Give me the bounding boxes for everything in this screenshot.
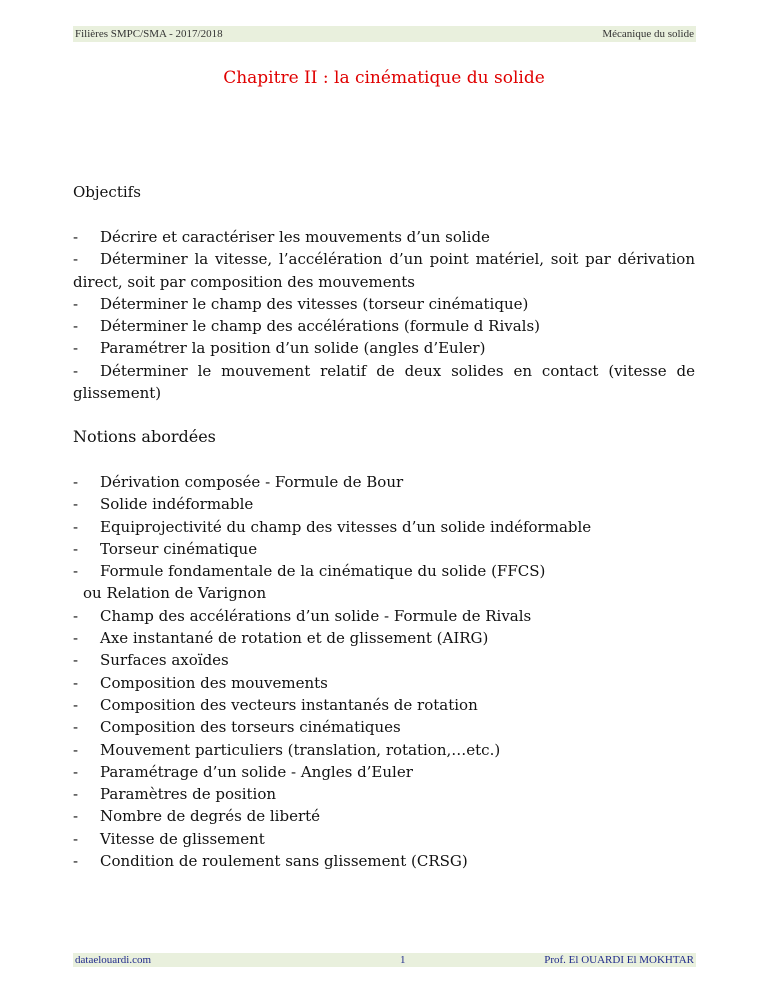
list-item: - Déterminer la vitesse, l’accélération d’un point matériel, soit par dérivation <box>73 250 695 269</box>
list-item: - Composition des vecteurs instantanés de rotation <box>73 695 478 714</box>
header-subject: Mécanique du solide <box>602 28 694 40</box>
page-header <box>73 26 696 42</box>
list-item: - Champ des accélérations d’un solide - Formule de Rivals <box>73 606 532 625</box>
list-item: - Composition des mouvements <box>73 673 328 692</box>
list-item: - Dérivation composée - Formule de Bour <box>73 473 404 491</box>
list-item: - Déterminer le champ des vitesses (torseur cinématique) <box>73 294 529 313</box>
chapter-title: Chapitre II : la cinématique du solide <box>223 68 545 88</box>
footer-website: dataelouardi.com <box>75 954 152 966</box>
list-item: - Déterminer le champ des accélérations (formule d Rivals) <box>73 317 541 336</box>
list-item: - Composition des torseurs cinématiques <box>73 718 401 737</box>
notions-list <box>73 471 695 872</box>
list-item: - Surfaces axoïdes <box>73 651 229 670</box>
list-item-continuation: glissement) <box>73 384 162 403</box>
list-item: - Solide indéformable <box>73 495 254 514</box>
list-item: - Paramètres de position <box>73 785 277 804</box>
notions-title: Notions abordées <box>73 427 216 446</box>
list-item: - Nombre de degrés de liberté <box>73 807 321 826</box>
list-item: - Paramétrer la position d’un solide (angles d’Euler) <box>73 339 486 358</box>
list-item: - Vitesse de glissement <box>73 829 265 848</box>
list-item: - Axe instantané de rotation et de glissement (AIRG) <box>73 629 489 648</box>
header-course: Filières SMPC/SMA - 2017/2018 <box>75 28 223 40</box>
list-item: - Torseur cinématique <box>73 539 258 558</box>
page-number: 1 <box>400 954 406 966</box>
page-footer <box>73 953 696 967</box>
list-item: - Formule fondamentale de la cinématique du solide (FFCS) <box>73 562 546 581</box>
list-item-continuation: ou Relation de Varignon <box>83 584 267 603</box>
list-item: - Mouvement particuliers (translation, rotation,…etc.) <box>73 740 501 759</box>
list-item: - Paramétrage d’un solide - Angles d’Euler <box>73 762 413 781</box>
list-item: - Déterminer le mouvement relatif de deux solides en contact (vitesse de <box>73 361 695 380</box>
list-item: - Equiprojectivité du champ des vitesses d’un solide indéformable <box>73 517 592 536</box>
footer-author: Prof. El OUARDI El MOKHTAR <box>544 954 694 966</box>
objectifs-label: Objectifs <box>73 183 141 201</box>
list-item: - Décrire et caractériser les mouvements d’un solide <box>73 228 490 246</box>
list-item-continuation: direct, soit par composition des mouvements <box>73 272 415 291</box>
objectifs-list <box>73 226 695 404</box>
list-item: - Condition de roulement sans glissement (CRSG) <box>73 852 468 871</box>
